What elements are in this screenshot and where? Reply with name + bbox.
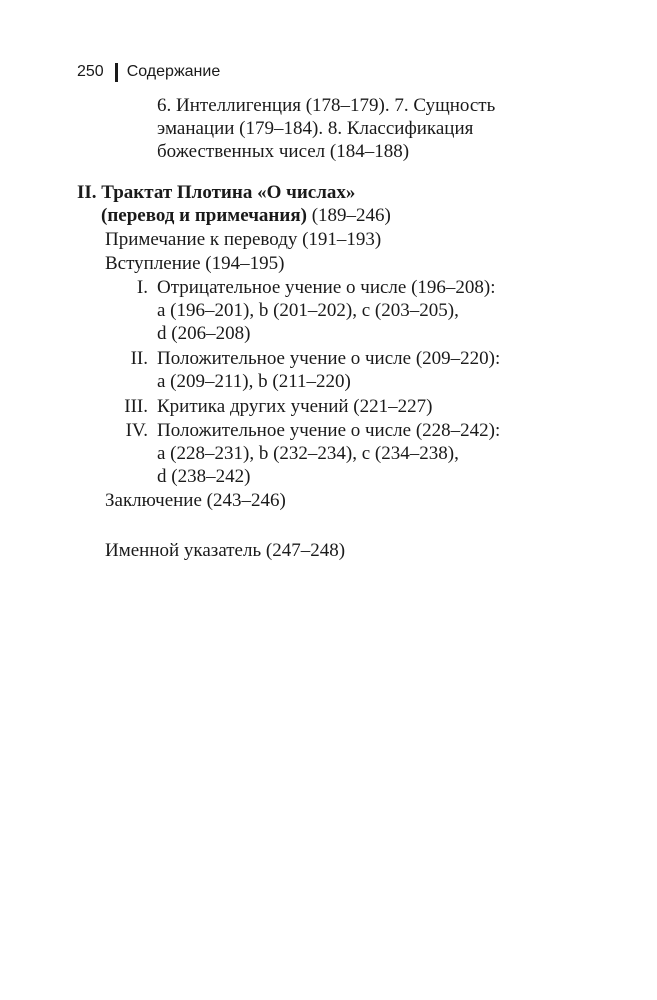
page-number: 250 [77,63,104,80]
part-title: II. Трактат Плотина «О числах» [77,182,356,203]
toc-continuation-line: божественных чисел (184–188) [157,141,410,162]
toc-continuation-line: эманации (179–184). 8. Классификация [157,118,474,139]
toc-entry-intro: Вступление (194–195) [105,253,285,274]
chapter-line: d (238–242) [157,466,251,487]
running-header [77,60,220,84]
chapter-number: III. [124,396,148,417]
toc-entry-conclusion: Заключение (243–246) [105,490,286,511]
chapter-line: Отрицательное учение о числе (196–208): [157,277,496,298]
chapter-line: a (196–201), b (201–202), c (203–205), [157,300,459,321]
chapter-line: a (228–231), b (232–234), c (234–238), [157,443,459,464]
chapter-number: IV. [125,420,148,441]
part-title-continued [101,204,391,227]
toc-continuation-line: 6. Интеллигенция (178–179). 7. Сущность [157,95,496,116]
chapter-line: a (209–211), b (211–220) [157,371,351,392]
part-subtitle: (перевод и примечания) [101,205,307,226]
section-title: Содержание [126,63,221,80]
header-divider [115,63,118,82]
chapter-line: Положительное учение о числе (228–242): [157,420,501,441]
toc-entry-note: Примечание к переводу (191–193) [105,229,382,250]
chapter-number: I. [136,277,148,298]
chapter-line: Положительное учение о числе (209–220): [157,348,501,369]
toc-entry-index: Именной указатель (247–248) [105,540,346,561]
chapter-line: d (206–208) [157,323,251,344]
part-pages: (189–246) [311,205,391,226]
chapter-number: II. [130,348,148,369]
chapter-line: Критика других учений (221–227) [157,396,433,417]
